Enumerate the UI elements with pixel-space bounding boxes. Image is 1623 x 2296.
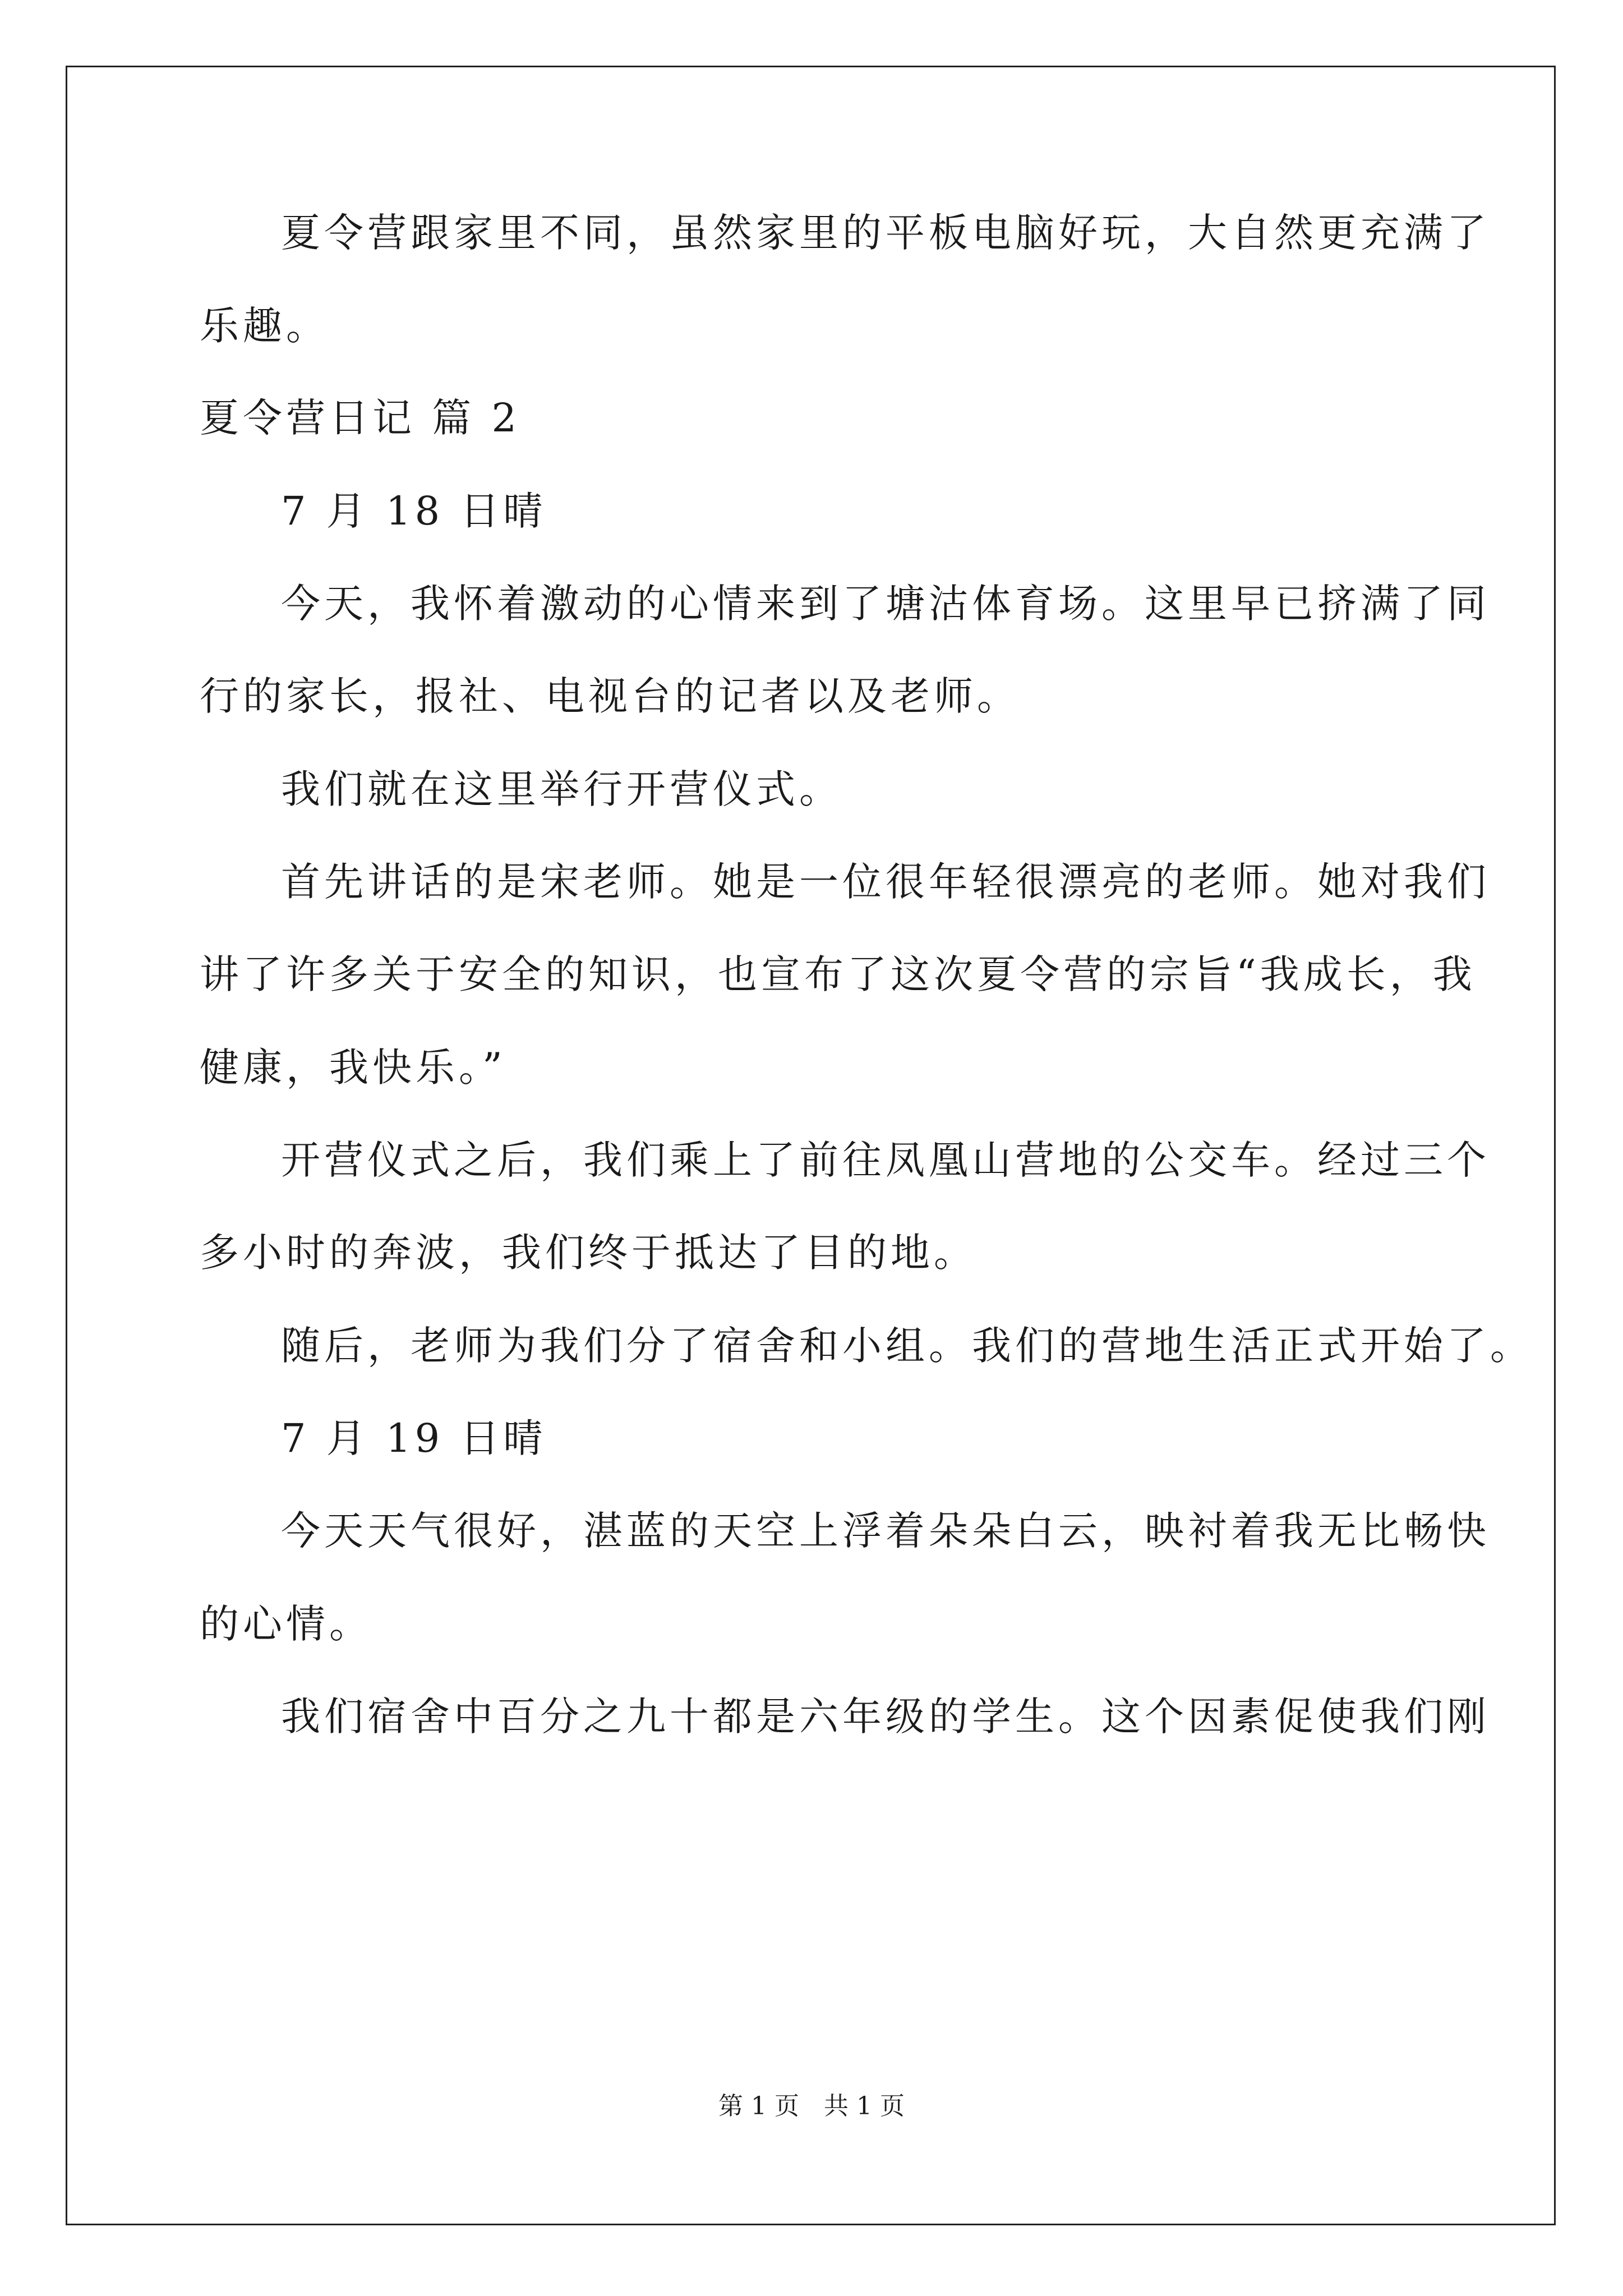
date-line: 7 月 18 日晴 [281,488,547,534]
text-line: 乐趣。 [200,303,329,349]
date-line: 7 月 19 日晴 [281,1415,547,1461]
text-line: 今天，我怀着激动的心情来到了塘沽体育场。这里早已挤满了同 [281,581,1490,627]
text-line: 夏令营跟家里不同，虽然家里的平板电脑好玩，大自然更充满了 [281,210,1490,256]
text-line: 开营仪式之后，我们乘上了前往凤凰山营地的公交车。经过三个 [281,1137,1490,1183]
text-line: 的心情。 [200,1601,372,1647]
text-line: 随后，老师为我们分了宿舍和小组。我们的营地生活正式开始了。 [281,1323,1533,1369]
text-line: 讲了许多关于安全的知识，也宣布了这次夏令营的宗旨“我成长，我 [200,951,1476,997]
text-line: 首先讲话的是宋老师。她是一位很年轻很漂亮的老师。她对我们 [281,859,1490,905]
text-line: 健康，我快乐。” [200,1045,506,1091]
section-heading: 夏令营日记 篇 2 [200,395,521,441]
text-line: 多小时的奔波，我们终于抵达了目的地。 [200,1230,977,1276]
text-line: 行的家长，报社、电视台的记者以及老师。 [200,673,1020,719]
text-line: 今天天气很好，湛蓝的天空上浮着朵朵白云，映衬着我无比畅快 [281,1508,1490,1554]
page-number-footer: 第 1 页 共 1 页 [718,2092,905,2120]
text-line: 我们宿舍中百分之九十都是六年级的学生。这个因素促使我们刚 [281,1694,1490,1740]
text-line: 我们就在这里举行开营仪式。 [281,766,842,812]
